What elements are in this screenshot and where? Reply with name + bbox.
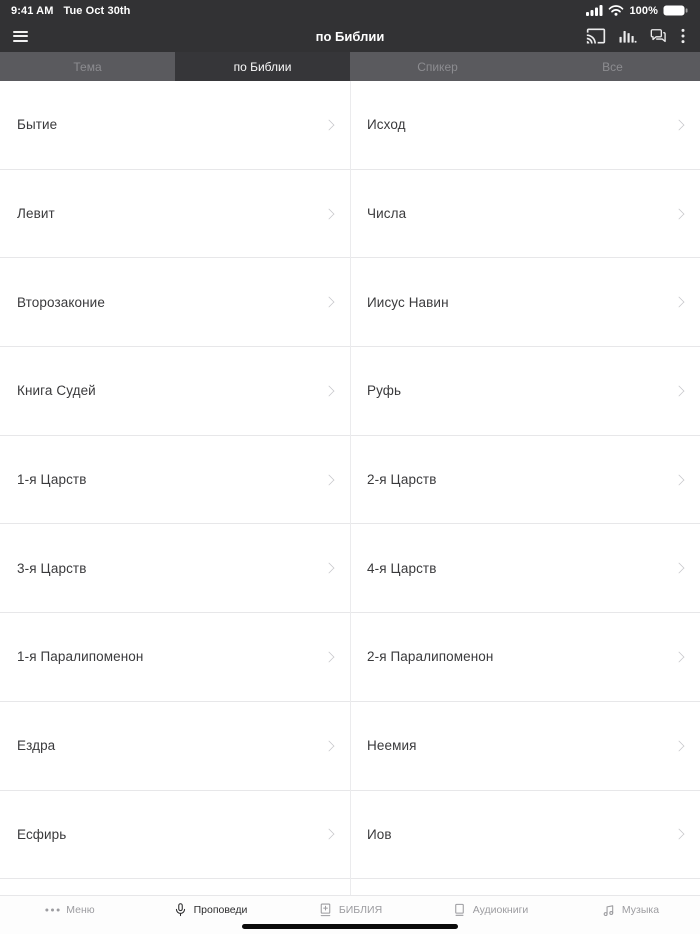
nav-item-audiobooks[interactable] (420, 896, 560, 923)
book-name: Неемия (367, 738, 417, 754)
chevron-right-icon (323, 829, 334, 840)
book-name: Иисус Навин (367, 294, 449, 310)
bottom-nav (0, 895, 700, 934)
nav-item-music[interactable] (560, 896, 700, 923)
music-note-icon (601, 902, 616, 918)
list-item[interactable] (0, 347, 350, 436)
list-item[interactable] (0, 613, 350, 702)
book-name: 2-я Царств (367, 472, 437, 488)
list-item[interactable] (350, 170, 700, 259)
chevron-right-icon (323, 740, 334, 751)
list-item[interactable] (350, 791, 700, 880)
chevron-right-icon (673, 740, 684, 751)
list-item[interactable] (0, 170, 350, 259)
chevron-right-icon (323, 563, 334, 574)
chevron-right-icon (323, 651, 334, 662)
chevron-right-icon (673, 651, 684, 662)
nav-item-menu[interactable] (0, 896, 140, 923)
book-name: Иов (367, 826, 392, 842)
chevron-right-icon (673, 563, 684, 574)
more-vert-icon[interactable] (679, 26, 687, 46)
book-name: Есфирь (17, 826, 67, 842)
chevron-right-icon (323, 474, 334, 485)
nav-label: Аудиокниги (472, 903, 529, 916)
chevron-right-icon (323, 119, 334, 130)
tab-label: Тема (73, 59, 102, 74)
chevron-right-icon (323, 297, 334, 308)
nav-label: БИБЛИЯ (338, 903, 383, 916)
page-title: по Библии (315, 28, 385, 44)
book-name: Числа (367, 206, 407, 222)
filter-tabs (0, 52, 700, 81)
home-indicator[interactable] (242, 924, 458, 930)
cellular-signal-icon (586, 5, 603, 16)
wifi-icon (608, 5, 624, 16)
menu-icon[interactable] (13, 31, 28, 42)
list-item[interactable] (350, 347, 700, 436)
book-name: 1-я Царств (17, 472, 87, 488)
nav-label: Меню (66, 903, 95, 916)
book-name: 3-я Царств (17, 560, 87, 576)
list-item[interactable] (350, 702, 700, 791)
bible-icon (318, 902, 333, 918)
list-item[interactable] (350, 613, 700, 702)
status-time: 9:41 AM (11, 4, 54, 17)
book-name: Ездра (17, 738, 56, 754)
book-name: Второзаконие (17, 294, 105, 310)
book-name: Левит (17, 206, 55, 222)
book-name: Бытие (17, 117, 58, 133)
list-item[interactable] (350, 258, 700, 347)
cast-icon[interactable] (586, 26, 606, 46)
nav-item-bible[interactable] (280, 896, 420, 923)
status-bar (0, 0, 700, 20)
equalizer-icon[interactable] (617, 26, 637, 46)
chevron-right-icon (673, 385, 684, 396)
microphone-icon (173, 902, 188, 918)
nav-item-sermons[interactable] (140, 896, 280, 923)
chevron-right-icon (673, 474, 684, 485)
nav-label: Музыка (621, 903, 660, 916)
tab-po-biblii[interactable] (175, 52, 350, 81)
status-date: Tue Oct 30th (63, 4, 131, 17)
list-item[interactable] (350, 81, 700, 170)
more-horiz-icon (45, 908, 60, 912)
tab-label: Все (602, 59, 623, 74)
nav-label: Проповеди (193, 903, 248, 916)
book-name: 2-я Паралипоменон (367, 649, 494, 665)
list-item[interactable] (350, 436, 700, 525)
list-item[interactable] (0, 524, 350, 613)
battery-icon (663, 5, 688, 16)
tab-tema[interactable] (0, 52, 175, 81)
book-name: Исход (367, 117, 406, 133)
chevron-right-icon (673, 297, 684, 308)
list-item[interactable] (0, 436, 350, 525)
book-name: Книга Судей (17, 383, 96, 399)
book-name: 4-я Царств (367, 560, 437, 576)
list-item[interactable] (350, 524, 700, 613)
book-list (0, 81, 700, 895)
tab-spiker[interactable] (350, 52, 525, 81)
chevron-right-icon (673, 829, 684, 840)
list-item[interactable] (0, 258, 350, 347)
chevron-right-icon (673, 119, 684, 130)
list-item[interactable] (0, 702, 350, 791)
book-name: Руфь (367, 383, 402, 399)
list-item[interactable] (0, 791, 350, 880)
book-name: 1-я Паралипоменон (17, 649, 144, 665)
chevron-right-icon (323, 208, 334, 219)
audiobook-icon (452, 902, 467, 918)
tab-label: Спикер (417, 59, 458, 74)
header (0, 20, 700, 52)
battery-percent: 100% (629, 4, 658, 17)
tab-vse[interactable] (525, 52, 700, 81)
list-item[interactable] (0, 81, 350, 170)
tab-label: по Библии (233, 59, 292, 74)
chat-icon[interactable] (648, 26, 668, 46)
chevron-right-icon (673, 208, 684, 219)
chevron-right-icon (323, 385, 334, 396)
